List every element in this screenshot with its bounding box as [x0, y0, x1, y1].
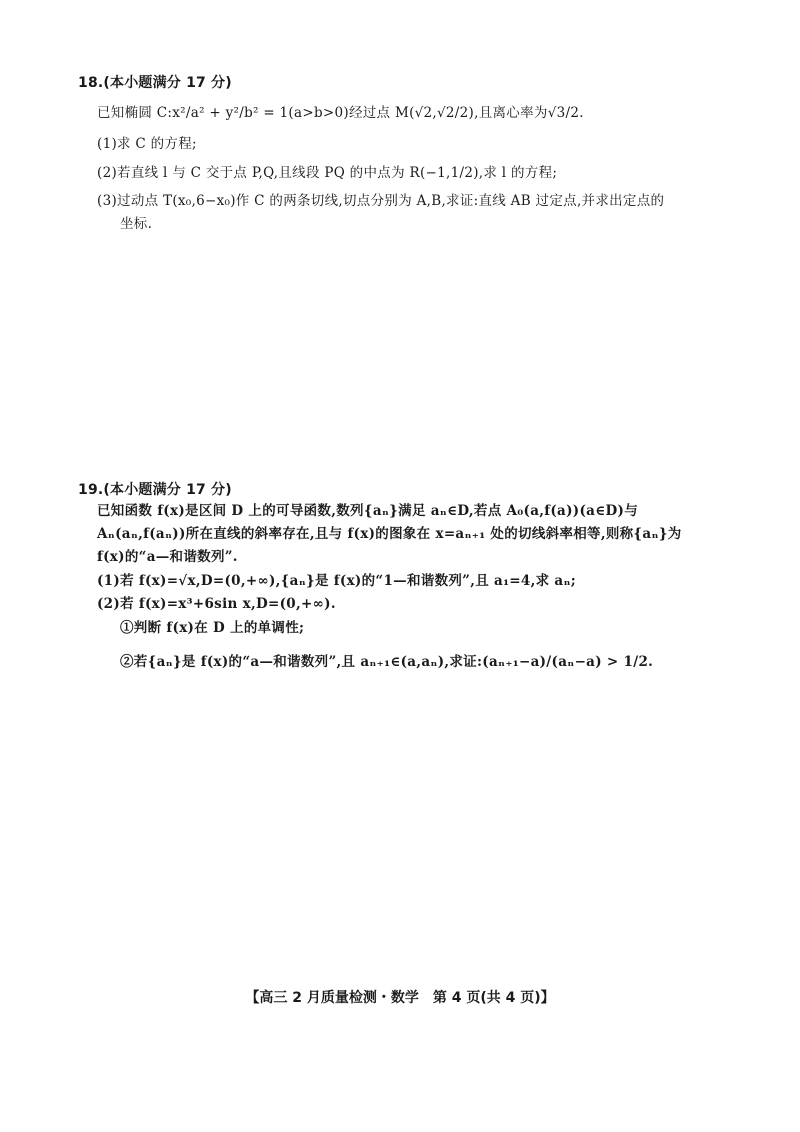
- q19-intro-line1: 已知函数 f(x)是区间 D 上的可导函数,数列{aₙ}满足 aₙ∈D,若点 A₀(a,f(a))(a∈D)与: [97, 503, 638, 519]
- page-footer: 【高三 2 月质量检测・数学 第 4 页(共 4 页)】: [245, 990, 555, 1006]
- q19-header: 19.(本小题满分 17 分): [78, 482, 232, 498]
- q18-header: 18.(本小题满分 17 分): [78, 75, 232, 91]
- q18-intro: 已知椭圆 C:x²/a² + y²/b² = 1(a>b>0)经过点 M(√2,√2/2),且离心率为√3/2.: [97, 105, 584, 121]
- q19-part2: (2)若 f(x)=x³+6sin x,D=(0,+∞).: [97, 596, 336, 612]
- q19-intro-line3: f(x)的“a—和谐数列”.: [97, 549, 238, 565]
- q19-intro-line2: Aₙ(aₙ,f(aₙ))所在直线的斜率存在,且与 f(x)的图象在 x=aₙ₊₁ 处的切线斜率相等,则称{aₙ}为: [97, 526, 682, 542]
- q19-part1: (1)若 f(x)=√x,D=(0,+∞),{aₙ}是 f(x)的“1—和谐数列”,且 a₁=4,求 aₙ;: [97, 573, 577, 589]
- q18-part2: (2)若直线 l 与 C 交于点 P,Q,且线段 PQ 的中点为 R(−1,1/2),求 l 的方程;: [97, 165, 558, 181]
- q19-part2-sub1: ①判断 f(x)在 D 上的单调性;: [120, 620, 305, 636]
- q18-part1: (1)求 C 的方程;: [97, 136, 197, 152]
- q19-part2-sub2: ②若{aₙ}是 f(x)的“a—和谐数列”,且 aₙ₊₁∈(a,aₙ),求证:(aₙ₊₁−a)/(aₙ−a) > 1/2.: [120, 654, 654, 670]
- q18-part3-line1: (3)过动点 T(x₀,6−x₀)作 C 的两条切线,切点分别为 A,B,求证:直线 AB 过定点,并求出定点的: [97, 193, 665, 209]
- q18-part3-line2: 坐标.: [120, 216, 153, 232]
